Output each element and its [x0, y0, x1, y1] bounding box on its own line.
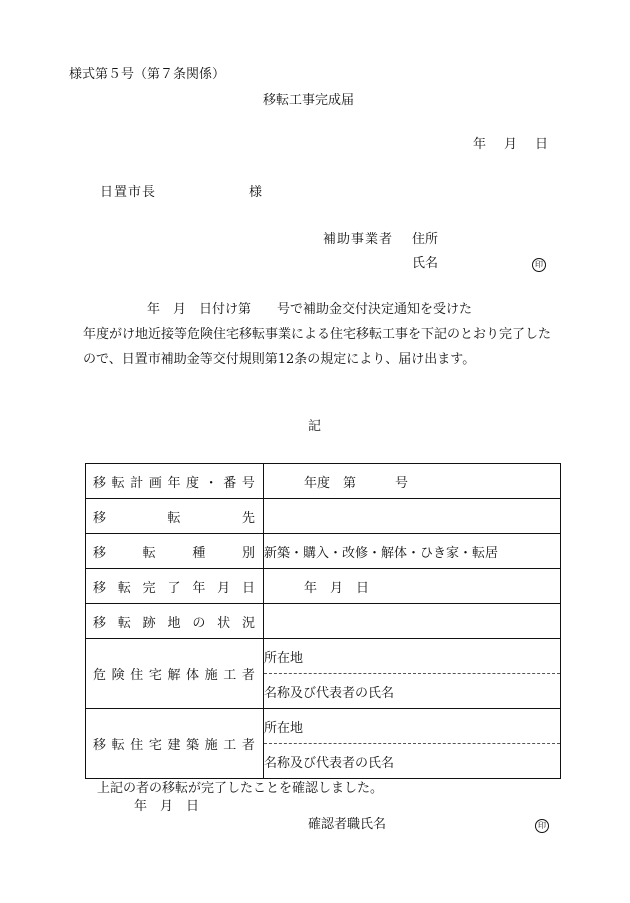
row-label: 移 転 種 別 [86, 534, 264, 569]
row-value [264, 499, 561, 534]
table-row [86, 534, 561, 569]
seal-icon: 印 [535, 819, 549, 833]
confirmation-date: 年 月 日 [134, 799, 200, 814]
document-title: 移転工事完成届 [263, 93, 355, 108]
construction-name-rep: 名称及び代表者の氏名 [264, 744, 561, 779]
demolition-name-rep: 名称及び代表者の氏名 [264, 674, 561, 709]
table-row [86, 464, 561, 499]
submission-date: 年 月 日 [473, 137, 549, 152]
construction-location: 所在地 [264, 709, 561, 744]
row-value: 年度 第 号 [264, 464, 561, 499]
details-table [85, 463, 561, 779]
row-label: 移 転 先 [86, 499, 264, 534]
row-value: 新築・購入・改修・解体・ひき家・転居 [264, 534, 561, 569]
applicant-seal [532, 257, 546, 272]
row-label: 危 険 住 宅 解 体 施 工 者 [86, 639, 264, 709]
officer-seal [535, 818, 549, 833]
table-row-demolition [86, 639, 561, 674]
table-row [86, 569, 561, 604]
ki-heading: 記 [308, 419, 322, 434]
row-value: 年 月 日 [264, 569, 561, 604]
demolition-location: 所在地 [264, 639, 561, 674]
form-number: 様式第５号（第７条関係） [69, 67, 226, 82]
applicant-address-label: 住所 [412, 232, 439, 247]
applicant-name-label: 氏名 [412, 256, 439, 271]
addressee-name: 日置市長 [100, 185, 157, 200]
row-label: 移 転 住 宅 建 築 施 工 者 [86, 709, 264, 779]
table-row [86, 604, 561, 639]
row-label: 移 転 計 画 年 度 ・ 番 号 [86, 464, 264, 499]
officer-name-label: 確認者職氏名 [308, 817, 387, 832]
confirmation-text: 上記の者の移転が完了したことを確認しました。 [97, 781, 384, 796]
seal-icon: 印 [532, 258, 546, 272]
table-row-construction [86, 709, 561, 744]
row-value [264, 604, 561, 639]
row-label: 移 転 跡 地 の 状 況 [86, 604, 264, 639]
table-row [86, 499, 561, 534]
body-line-1: 年 月 日付け第 号で補助金交付決定通知を受けた [147, 302, 473, 317]
body-line-2: 年度がけ地近接等危険住宅移転事業による住宅移転工事を下記のとおり完了したので、日置市補助金等交付規則第12条の規定により、届け出ます。 [83, 327, 552, 367]
row-label: 移 転 完 了 年 月 日 [86, 569, 264, 604]
applicant-role: 補助事業者 [323, 232, 394, 247]
body-paragraph [83, 297, 563, 372]
addressee-honorific: 様 [249, 185, 263, 200]
